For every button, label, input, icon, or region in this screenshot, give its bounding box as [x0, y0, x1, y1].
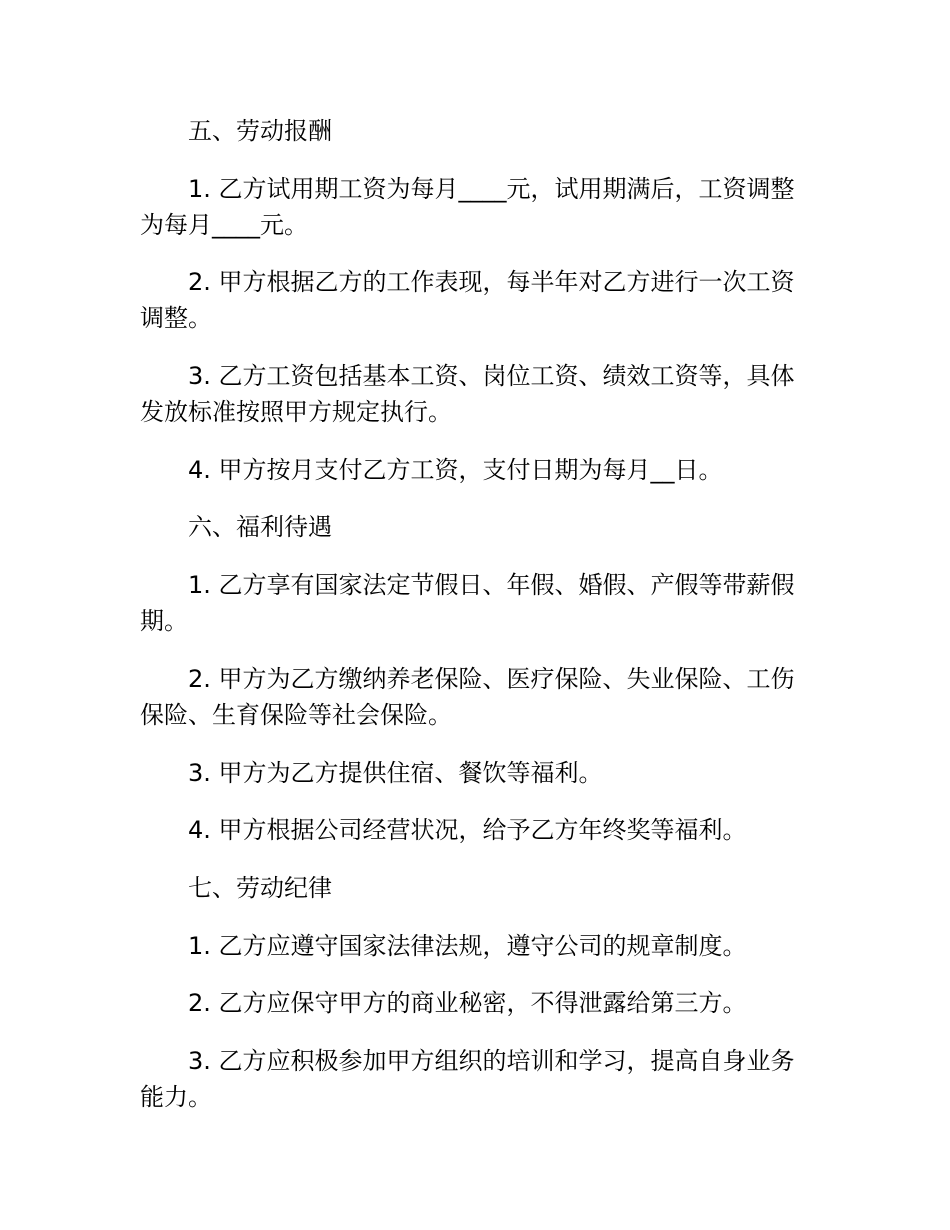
clause-paragraph: 2. 乙方应保守甲方的商业秘密，不得泄露给第三方。: [188, 989, 747, 1018]
clause-paragraph: 1. 乙方享有国家法定节假日、年假、婚假、产假等带薪假期。: [140, 571, 795, 636]
document-body: [140, 113, 812, 1137]
clause-paragraph: 3. 乙方应积极参加甲方组织的培训和学习，提高自身业务能力。: [140, 1046, 795, 1111]
section-heading-remuneration: 五、劳动报酬: [188, 117, 332, 145]
clause-paragraph: 4. 甲方按月支付乙方工资，支付日期为每月__日。: [188, 455, 723, 484]
clause-paragraph: 3. 乙方工资包括基本工资、岗位工资、绩效工资等，具体发放标准按照甲方规定执行。: [140, 362, 795, 427]
clause-paragraph: 1. 乙方试用期工资为每月____元，试用期满后，工资调整为每月____元。: [140, 174, 795, 239]
clause-paragraph: 3. 甲方为乙方提供住宿、餐饮等福利。: [188, 758, 603, 787]
clause-paragraph: 1. 乙方应遵守国家法律法规，遵守公司的规章制度。: [188, 931, 747, 960]
section-heading-discipline: 七、劳动纪律: [188, 873, 332, 902]
clause-paragraph: 2. 甲方根据乙方的工作表现，每半年对乙方进行一次工资调整。: [140, 268, 795, 333]
clause-paragraph: 4. 甲方根据公司经营状况，给予乙方年终奖等福利。: [188, 816, 747, 845]
section-heading-benefits: 六、福利待遇: [188, 513, 332, 542]
clause-paragraph: 2. 甲方为乙方缴纳养老保险、医疗保险、失业保险、工伤保险、生育保险等社会保险。: [140, 664, 795, 729]
